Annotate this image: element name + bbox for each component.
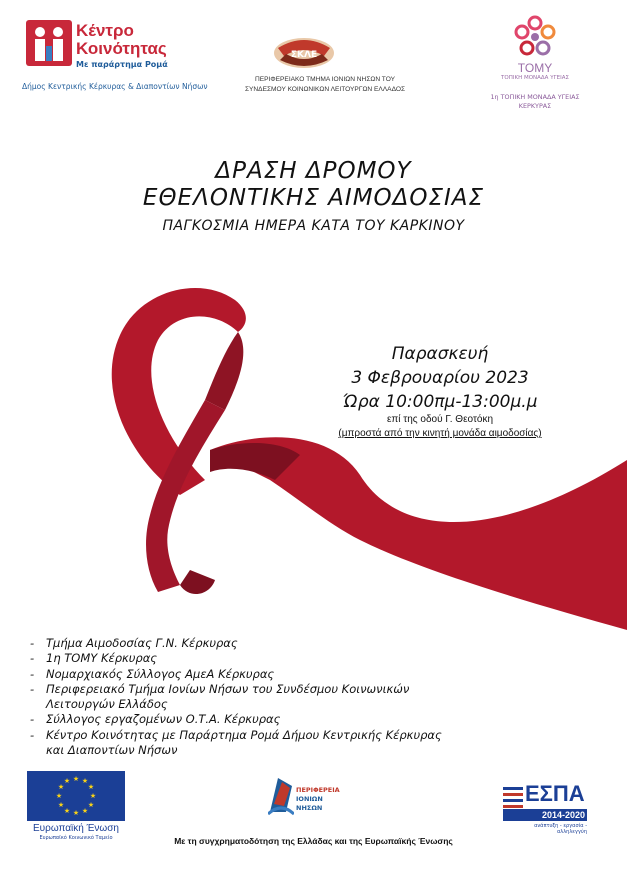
cofunding-note: Με τη συγχρηματοδότηση της Ελλάδας και της Ευρωπαϊκής Ένωσης <box>174 836 453 846</box>
espa-logo <box>503 781 587 835</box>
event-place: επί της οδού Γ. Θεοτόκη <box>386 414 494 425</box>
eu-fund: Ευρωπαϊκό Κοινωνικό Ταμείο <box>39 835 113 841</box>
list-bullet: - <box>30 666 35 681</box>
svg-text:★: ★ <box>57 801 65 809</box>
espa-years: 2014-2020 <box>503 809 587 821</box>
skle-line1: ΠΕΡΙΦΕΡΕΙΑΚΟ ΤΜΗΜΑ ΙΟΝΙΩΝ ΝΗΣΩΝ ΤΟΥ <box>254 76 396 83</box>
flower-icon <box>512 14 558 60</box>
list-item <box>30 651 450 666</box>
list-item <box>30 728 450 759</box>
svg-text:★: ★ <box>63 807 71 815</box>
tomy-sub: ΤΟΠΙΚΗ ΜΟΝΑΔΑ ΥΓΕΙΑΣ <box>501 75 569 81</box>
list-item <box>30 682 450 713</box>
list-item <box>30 667 450 682</box>
participant-name: Κέντρο Κοινότητας με Παράρτημα Ρομά Δήμου Κεντρικής Κέρκυρας και Διαποντίων Νήσων <box>46 727 442 758</box>
svg-text:★: ★ <box>72 809 80 817</box>
title-line1: ΔΡΑΣΗ ΔΡΟΜΟΥ <box>215 158 412 184</box>
espa-slogan: ανάπτυξη - εργασία - αλληλεγγύη <box>534 823 587 835</box>
eu-name: Ευρωπαϊκή Ένωση <box>33 823 119 834</box>
participant-name: Σύλλογος εργαζομένων Ο.Τ.Α. Κέρκυρας <box>46 712 281 727</box>
list-bullet: - <box>30 681 35 696</box>
participant-name: Τμήμα Αιμοδοσίας Γ.Ν. Κέρκυρας <box>46 636 238 650</box>
event-time: Ώρα 10:00πμ-13:00μ.μ <box>342 392 538 412</box>
list-bullet: - <box>30 712 35 727</box>
list-bullet: - <box>30 651 35 666</box>
svg-text:★: ★ <box>55 792 63 800</box>
skle-hands-icon <box>264 36 344 70</box>
skle-logo <box>220 36 430 102</box>
event-date: 3 Φεβρουαρίου 2023 <box>351 368 529 388</box>
region-ionian-logo <box>268 772 342 822</box>
region-emblem-icon <box>268 772 294 816</box>
list-item <box>30 712 450 727</box>
svg-text:★: ★ <box>87 801 95 809</box>
list-bullet: - <box>30 727 35 742</box>
region-line1: ΠΕΡΙΦΕΡΕΙΑ <box>296 786 340 794</box>
skle-line2: ΣΥΝΔΕΣΜΟΥ ΚΟΙΝΩΝΙΚΩΝ ΛΕΙΤΟΥΡΓΩΝ ΕΛΛΑΔΟΣ <box>244 86 406 93</box>
svg-text:★: ★ <box>87 783 95 791</box>
participants-list <box>30 636 450 758</box>
svg-text:★: ★ <box>63 777 71 785</box>
event-location-note: (μπροστά από την κινητή μονάδα αιμοδοσίας) <box>338 428 542 439</box>
tomy-name: ΤΟΜΥ <box>517 61 553 75</box>
tomy-line2: ΚΕΡΚΥΡΑΣ <box>518 102 552 110</box>
list-item <box>30 636 450 651</box>
kentro-tagline: Με παράρτημα Ρομά <box>76 60 168 69</box>
participant-name: 1η ΤΟΜΥ Κέρκυρας <box>46 651 158 666</box>
event-day: Παρασκευή <box>391 344 489 364</box>
espa-name: ΕΣΠΑ <box>525 781 585 806</box>
region-line3: ΝΗΣΩΝ <box>296 804 323 812</box>
tomy-line1: 1η ΤΟΠΙΚΗ ΜΟΝΑΔΑ ΥΓΕΙΑΣ <box>490 93 580 101</box>
eu-logo <box>27 771 125 843</box>
skle-mark-text: ΣΚΛΕ <box>290 50 318 60</box>
svg-text:★: ★ <box>81 777 89 785</box>
kentro-title: Κέντρο Κοινότητας <box>76 21 167 58</box>
svg-text:★: ★ <box>57 783 65 791</box>
eu-flag-icon <box>27 771 125 821</box>
list-bullet: - <box>30 636 35 650</box>
title-subtitle: ΠΑΓΚΟΣΜΙΑ ΗΜΕΡΑ ΚΑΤΑ ΤΟΥ ΚΑΡΚΙΝΟΥ <box>162 218 465 234</box>
title-line2: ΕΘΕΛΟΝΤΙΚΗΣ ΑΙΜΟΔΟΣΙΑΣ <box>142 185 485 211</box>
kentro-koinotitas-logo <box>22 18 208 100</box>
participant-name: Νομαρχιακός Σύλλογος ΑμεΑ Κέρκυρας <box>46 666 275 681</box>
svg-text:★: ★ <box>81 807 89 815</box>
participant-name: Περιφερειακό Τμήμα Ιονίων Νήσων του Συνδέσμου Κοινωνικών Λειτουργών Ελλάδος <box>46 681 410 712</box>
svg-text:★: ★ <box>72 775 80 783</box>
svg-text:★: ★ <box>89 792 97 800</box>
kentro-subtitle: Δήμος Κεντρικής Κέρκυρας & Διαποντίων Νήσων <box>22 82 208 91</box>
people-icon <box>26 20 72 66</box>
region-line2: ΙΟΝΙΩΝ <box>296 795 323 803</box>
tomy-logo <box>480 14 600 114</box>
